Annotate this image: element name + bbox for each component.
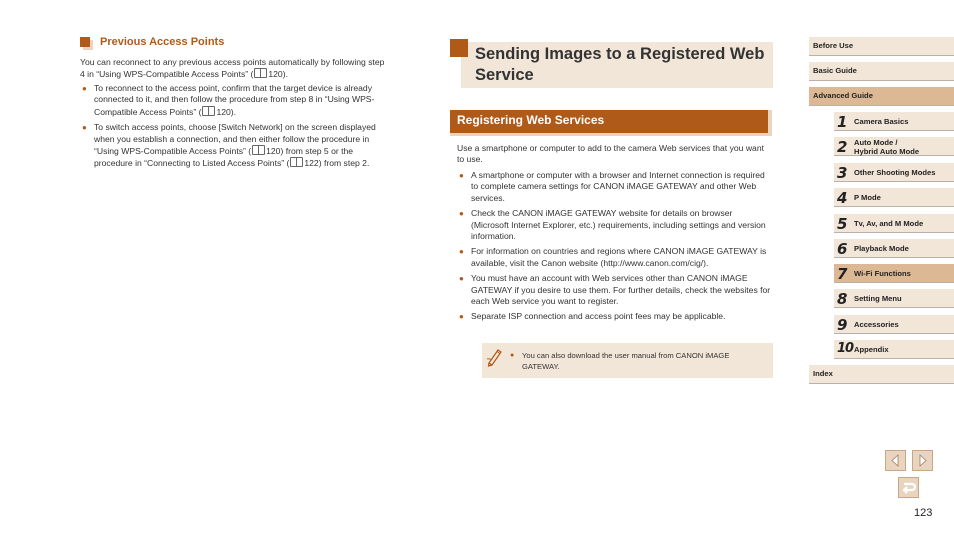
chapter-label: Wi-Fi Functions [854,269,911,278]
nav-chapter-8[interactable] [834,289,954,308]
note-text-block [510,351,765,372]
bullet-icon: ● [459,247,464,257]
chapter-number: 2 [837,138,848,156]
book-icon [254,68,267,78]
nav-chapter-1[interactable] [834,112,954,131]
page-title: Sending Images to a Registered Web Service [475,45,765,84]
list-item: ● A smartphone or computer with a browser and Internet connection is required to complete camera settings for CANON iMAGE GATEWAY and other Web services. [459,170,765,203]
nav-basic-guide[interactable]: Basic Guide [809,62,954,81]
return-button[interactable] [898,477,919,498]
nav-chapter-3[interactable] [834,163,954,182]
chapter-number: 5 [837,215,848,233]
nav-chapter-9[interactable] [834,315,954,334]
chapter-label: Setting Menu [854,294,902,303]
section-bullet-list [80,83,390,174]
bullet-icon: ● [459,274,464,284]
note-text: You can also download the user manual from CANON iMAGE GATEWAY. [522,351,730,371]
nav-index[interactable]: Index [809,365,954,384]
chapter-number: 10 [837,341,854,356]
nav-chapter-10[interactable] [834,340,954,359]
chapter-label: Appendix [854,345,889,354]
nav-chapter-5[interactable] [834,214,954,233]
bullet-icon: ● [510,352,515,359]
nav-before-use[interactable]: Before Use [809,37,954,56]
chapter-label: Accessories [854,320,899,329]
pencil-note-icon [486,347,504,367]
title-marker-icon [450,39,468,57]
arrow-right-icon [913,451,932,470]
chapter-number: 6 [837,240,848,258]
chapter-number: 4 [837,189,848,207]
chapter-label: Hybrid Auto Mode [854,147,920,156]
book-icon [290,157,303,167]
section-intro: You can reconnect to any previous access points automatically by following step 4 in “Using WPS-Compatible Access Points” ( 120). [80,57,385,80]
chapter-number: 3 [837,164,848,182]
section-marker-icon [80,37,93,50]
previous-page-button[interactable] [885,450,906,471]
section-heading: Previous Access Points [100,36,225,48]
bullet-icon: ● [459,209,464,219]
list-item: ● For information on countries and regions where CANON iMAGE GATEWAY is available, visit the Canon website (http://www.canon.com/cig/). [459,246,767,268]
nav-chapter-7[interactable] [834,264,954,283]
bullet-icon: ● [459,171,464,180]
bullet-icon: ● [459,312,464,322]
chapter-number: 7 [837,265,848,283]
main-bullet-list [457,170,772,327]
chapter-label: Other Shooting Modes [854,168,936,177]
nav-chapter-4[interactable] [834,188,954,207]
return-arrow-icon [899,478,918,497]
list-item: ● Check the CANON iMAGE GATEWAY website for details on browser (Microsoft Internet Explorer, etc.) requirements, including settings and version information. [459,208,766,242]
chapter-number: 8 [837,290,848,308]
list-item: ● To reconnect to the access point, confirm that the target device is already connected to it, and then follow the procedure from step 8 in “Using WPS-Compatible Access Points” ( 120). [82,83,375,117]
list-item: ● Separate ISP connection and access point fees may be applicable. [459,311,726,322]
main-intro: Use a smartphone or computer to add to the camera Web services that you want to use. [457,143,764,165]
bullet-icon: ● [82,84,87,93]
page-number: 123 [914,507,933,519]
chapter-label: Auto Mode / [854,138,898,147]
list-item: ● To switch access points, choose [Switch Network] on the screen displayed when you establish a connection, and then either follow the procedure in “Using WPS-Compatible Access Points” ( 120) from step 5 or the procedure in “Connecting to Listed Access Points” ( 122) from step 2. [82,122,376,169]
nav-advanced-guide[interactable]: Advanced Guide [809,87,954,106]
chapter-number: 9 [837,316,848,334]
subheading: Registering Web Services [457,113,605,127]
book-icon [202,106,215,116]
nav-chapter-6[interactable] [834,239,954,258]
next-page-button[interactable] [912,450,933,471]
bullet-icon: ● [82,123,87,133]
chapter-label: Tv, Av, and M Mode [854,219,924,228]
chapter-number: 1 [837,113,848,131]
chapter-label: P Mode [854,193,881,202]
book-icon [252,145,265,155]
list-item: ● You must have an account with Web services other than CANON iMAGE GATEWAY if you desire to use them. For further details, check the websites for each Web service you want to register. [459,273,771,307]
arrow-left-icon [886,451,905,470]
nav-chapter-2[interactable] [834,137,954,156]
chapter-label: Camera Basics [854,117,909,126]
chapter-label: Playback Mode [854,244,909,253]
